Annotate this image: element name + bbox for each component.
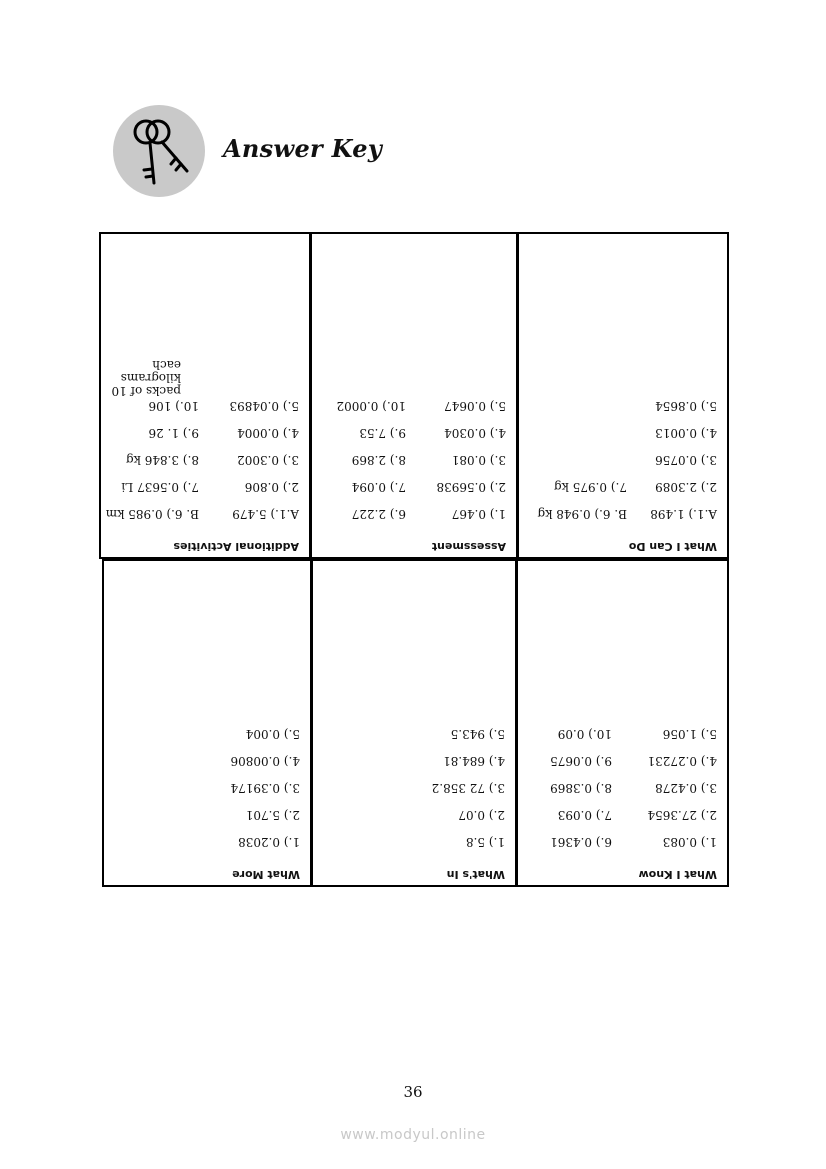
answer-item: 2.) 2.3089 <box>655 480 717 494</box>
answer-item: A.1.) 1.498 <box>650 507 717 521</box>
answer-item: B. 6.) 0.948 kg <box>537 507 627 521</box>
answer-item: 3.) 0.39174 <box>230 781 300 795</box>
answer-item: 10.) 0.09 <box>557 727 612 741</box>
answer-item: 7.) 0.5637 Li <box>121 480 199 494</box>
answer-note: each <box>152 358 181 372</box>
panel-heading: Assessment <box>431 540 506 553</box>
answer-item: 3.) 0.4278 <box>655 781 717 795</box>
keys-icon <box>113 105 205 197</box>
answer-item: 6.) 0.4361 <box>550 835 612 849</box>
answer-item: 8.) 3.846 kg <box>125 453 199 467</box>
answer-note: packs of 10 <box>111 384 181 398</box>
panel-what-more <box>102 559 312 887</box>
answer-item: 10.) 0.0002 <box>336 399 406 413</box>
page-title: Answer Key <box>223 134 383 163</box>
answer-item: 1.) 0.2038 <box>238 835 300 849</box>
answer-item: 2.) 0.07 <box>458 808 505 822</box>
page-number: 36 <box>403 1083 423 1101</box>
answer-item: 4.) 0.0304 <box>444 426 506 440</box>
answer-item: 9.) 1. 26 <box>148 426 199 440</box>
answer-item: 5.) 0.04893 <box>229 399 299 413</box>
answer-item: 7.) 0.975 kg <box>553 480 627 494</box>
answer-item: 5.) 1.056 <box>662 727 717 741</box>
answer-item: 5.) 943.5 <box>450 727 505 741</box>
panel-heading: What I Can Do <box>628 540 717 553</box>
answer-item: 1.) 5.8 <box>465 835 505 849</box>
panel-what-i-can-do <box>517 232 729 559</box>
answer-item: 2.) 27.3654 <box>647 808 717 822</box>
answer-item: 2.) 0.56938 <box>436 480 506 494</box>
answer-item: 3.) 0.3002 <box>237 453 299 467</box>
panel-assessment <box>310 232 518 559</box>
answer-item: 5.) 0.8654 <box>655 399 717 413</box>
answer-item: 2.) 0.806 <box>244 480 299 494</box>
answer-item: 3.) 0.0756 <box>655 453 717 467</box>
answer-item: 8.) 2.869 <box>351 453 406 467</box>
panel-whats-in <box>311 559 517 887</box>
panel-heading: What I Know <box>638 868 717 881</box>
answer-item: 6.) 2.227 <box>351 507 406 521</box>
answer-item: 4.) 684.81 <box>443 754 505 768</box>
answer-item: 7.) 0.094 <box>351 480 406 494</box>
panel-heading: What's In <box>446 868 505 881</box>
answer-item: A.1.) 5.479 <box>232 507 299 521</box>
answer-item: 3.) 0.081 <box>451 453 506 467</box>
answer-item: 1.) 0.083 <box>662 835 717 849</box>
watermark: www.modyul.online <box>340 1127 486 1143</box>
answer-item: 4.) 0.27231 <box>647 754 717 768</box>
answer-item: 5.) 0.0647 <box>444 399 506 413</box>
answer-item: 3.) 72 358.2 <box>431 781 505 795</box>
answer-item: 8.) 0.3869 <box>550 781 612 795</box>
answer-item: 4.) 0.00806 <box>230 754 300 768</box>
answer-item: 7.) 0.093 <box>557 808 612 822</box>
answer-item: 5.) 0.004 <box>245 727 300 741</box>
answer-item: 10.) 106 <box>148 399 199 413</box>
answer-item: 4.) 0.0013 <box>655 426 717 440</box>
panel-heading: What More <box>232 868 300 881</box>
answer-item: 9.) 0.0675 <box>550 754 612 768</box>
answer-item: 1.) 0.467 <box>451 507 506 521</box>
answer-item: 2.) 5.701 <box>245 808 300 822</box>
panel-heading: Additional Activities <box>173 540 299 553</box>
answer-item: 9.) 7.53 <box>359 426 406 440</box>
answer-item: B. 6.) 0.985 km <box>105 507 199 521</box>
panel-what-i-know <box>516 559 729 887</box>
answer-item: 4.) 0.0004 <box>237 426 299 440</box>
answer-note: kilograms <box>120 371 181 385</box>
panel-additional-activities <box>99 232 311 559</box>
